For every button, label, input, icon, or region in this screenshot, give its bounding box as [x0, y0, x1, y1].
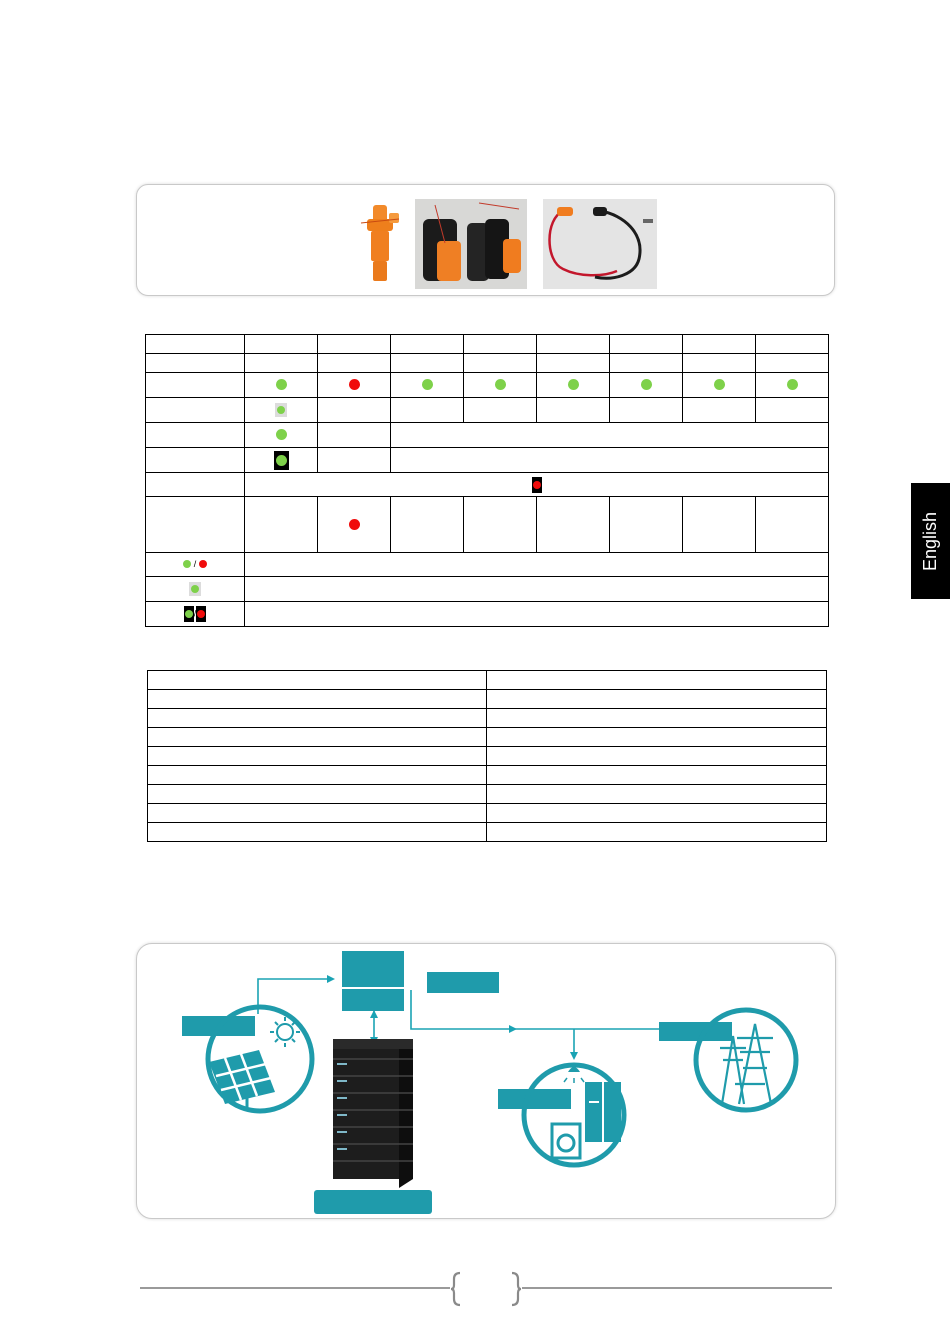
- solar-panel-icon: [208, 1007, 312, 1111]
- red-led-icon: [349, 519, 360, 530]
- fridge-icon: [585, 1082, 621, 1142]
- table-row: [148, 709, 827, 728]
- green-led-icon: [714, 379, 725, 390]
- table-row: [146, 423, 829, 448]
- footer-rule-right: [522, 1287, 832, 1289]
- table-row: /: [146, 602, 829, 627]
- load-label-box: [498, 1089, 571, 1109]
- lamp-icon: [564, 1067, 584, 1083]
- table-row: [148, 785, 827, 804]
- green-led-flash-icon: [276, 455, 287, 466]
- red-led-flash-icon: [197, 610, 205, 618]
- table-row: [148, 747, 827, 766]
- table-row: [148, 766, 827, 785]
- battery-label-box: [314, 1190, 432, 1214]
- washing-machine-icon: [552, 1124, 580, 1158]
- table-row: [146, 577, 829, 602]
- red-led-flash-icon: [533, 481, 541, 489]
- table-row: [146, 473, 829, 497]
- green-led-icon: [787, 379, 798, 390]
- table-row: [146, 398, 829, 423]
- system-diagram: [137, 944, 835, 1218]
- table-row: [148, 823, 827, 842]
- accessories-panel: [136, 184, 835, 296]
- language-tab[interactable]: [911, 483, 950, 599]
- inverter-label-box: [427, 972, 499, 993]
- table-row: /: [146, 553, 829, 577]
- system-diagram-panel: [136, 943, 836, 1219]
- red-led-icon: [199, 560, 207, 568]
- green-led-dim-icon: [191, 585, 199, 593]
- language-tab-label: English: [920, 511, 940, 571]
- table-row: [146, 335, 829, 354]
- green-led-icon: [495, 379, 506, 390]
- battery-stack-icon: [333, 1039, 413, 1188]
- power-tower-icon: [696, 1010, 796, 1110]
- table-row: [146, 448, 829, 473]
- grid-label-box: [659, 1022, 732, 1041]
- table-row: [146, 354, 829, 373]
- table-row: [148, 728, 827, 747]
- inverter-icon: [342, 951, 404, 1011]
- page-number-bracket-left: [450, 1271, 462, 1307]
- green-led-icon: [276, 429, 287, 440]
- table-row: [148, 804, 827, 823]
- green-led-icon: [276, 379, 287, 390]
- green-led-icon: [422, 379, 433, 390]
- green-led-dim-icon: [277, 406, 285, 414]
- footer-rule-left: [140, 1287, 450, 1289]
- green-led-icon: [183, 560, 191, 568]
- green-led-icon: [641, 379, 652, 390]
- connector-bags-photo-icon: [415, 199, 527, 289]
- table-row: [146, 497, 829, 553]
- green-led-icon: [568, 379, 579, 390]
- led-status-table: [145, 334, 829, 627]
- table-row: [148, 690, 827, 709]
- power-cables-photo-icon: [543, 199, 657, 289]
- table-row: [146, 373, 829, 398]
- red-led-icon: [349, 379, 360, 390]
- page-number-bracket-right: [510, 1271, 522, 1307]
- table-row: [148, 671, 827, 690]
- orange-connector-icon: [359, 201, 403, 283]
- green-led-flash-icon: [185, 610, 193, 618]
- spec-table: [147, 670, 827, 842]
